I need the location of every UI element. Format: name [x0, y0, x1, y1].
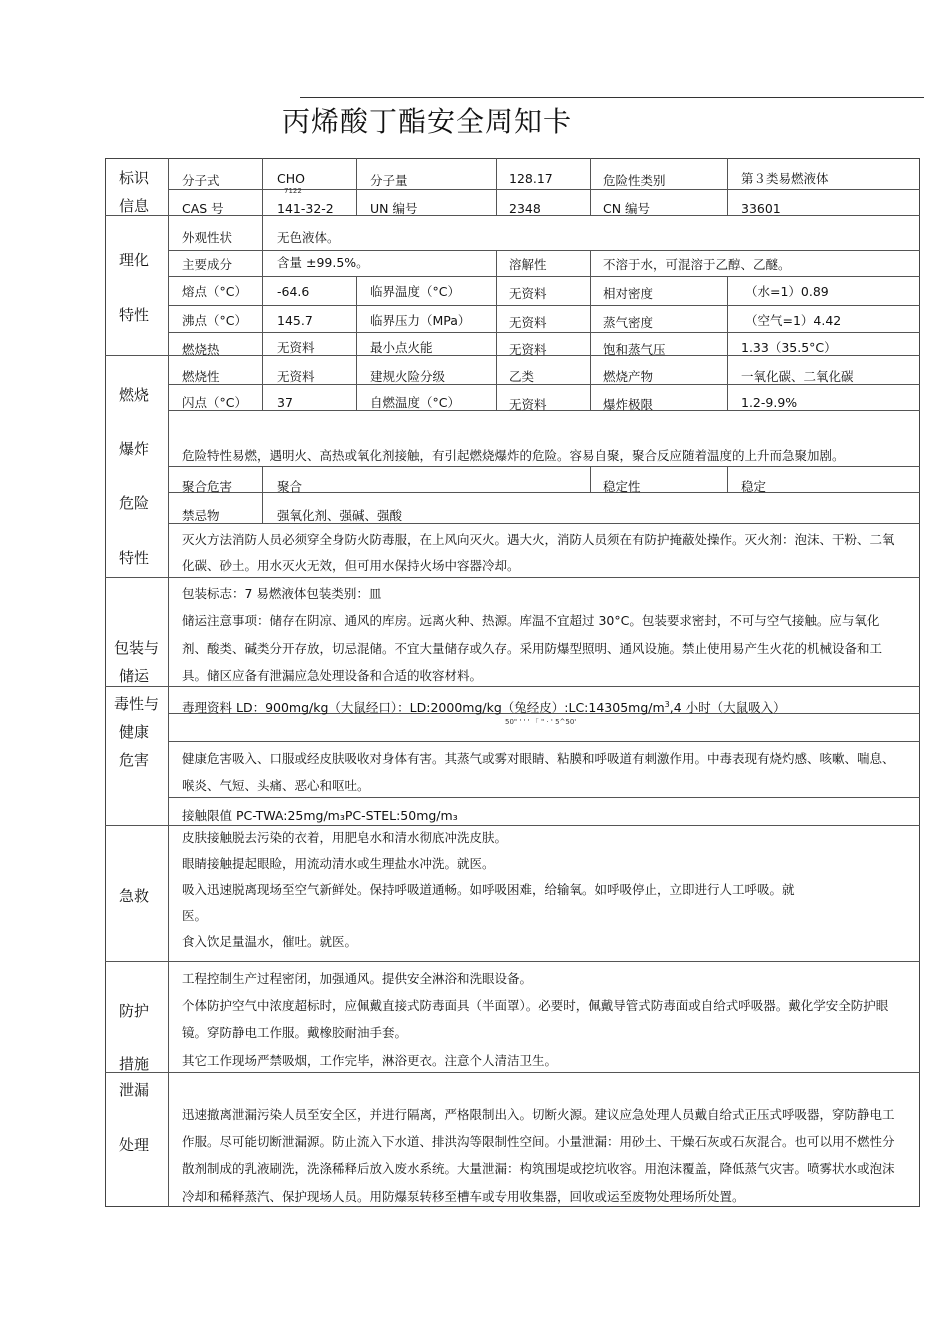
section-line: [105, 1072, 920, 1073]
melting-point-value: -64.6: [277, 284, 310, 299]
first-aid-skin: 皮肤接触脱去污染的衣着，用肥皂水和清水彻底冲洗皮肤。: [182, 830, 508, 845]
leak-handling-line: 作服。尽可能切断泄漏源。防止流入下水道、排洪沟等限制性空间。小量泄漏：用砂土、干燥石灰或石灰混合。也可以用不燃性分: [182, 1134, 895, 1149]
section-line: [105, 961, 920, 962]
col-line: [590, 355, 591, 410]
leak-handling-line: 冷却和稀释蒸汽、保护现场人员。用防爆泵转移至槽车或专用收集器，回收或运至废物处理场所处置。: [182, 1189, 745, 1204]
col-line: [590, 466, 591, 492]
boiling-point-value: 145.7: [277, 313, 313, 328]
explosion-limit-value: 1.2-9.9%: [741, 395, 798, 410]
first-aid-inhalation: 吸入迅速脱离现场至空气新鲜处。保持呼吸道通畅。如呼吸困难，给输氧。如呼吸停止，立即进行人工呼吸。就: [182, 882, 795, 897]
row-line: [168, 797, 920, 798]
packaging-mark: 包装标志：7 易燃液体包装类别：皿: [182, 586, 382, 601]
incompatible-value: 强氧化剂、强碱、强酸: [277, 508, 403, 523]
autoignition-label: 自燃温度（°C）: [370, 395, 460, 410]
toxicology-marks: 50" ' ' ' 「 " · ' 5^50': [505, 718, 577, 726]
row-line: [168, 189, 920, 190]
mw-value: 128.17: [509, 171, 553, 186]
formula-value: CHO: [277, 171, 305, 186]
toxicology-superscript: 3: [664, 700, 670, 709]
critical-pressure-label: 临界压力（MPa）: [370, 313, 471, 328]
category-label: 危害: [119, 751, 150, 769]
toxicology-main: 毒理资料 LD：900mg/kg（大鼠经口）：LD:2000mg/kg（兔经皮）:LC:14305mg/m: [182, 700, 665, 716]
cn-value: 33601: [741, 201, 781, 216]
category-label: 危险: [119, 494, 150, 512]
formula-label: 分子式: [182, 173, 220, 188]
solubility-label: 溶解性: [509, 257, 547, 272]
toxicology-data: [182, 697, 786, 716]
appearance-label: 外观性状: [182, 230, 233, 245]
first-aid-ingestion: 食入饮足量温水，催吐。就医。: [182, 934, 358, 949]
combustion-products-value: 一氧化碳、二氧化碳: [741, 369, 854, 384]
category-label: 泄漏: [119, 1081, 150, 1099]
formula-subscript: 7122: [284, 187, 302, 195]
category-label: 特性: [119, 549, 150, 567]
col-line: [496, 250, 497, 355]
solubility-value: 不溶于水，可混溶于乙醇、乙醚。: [603, 257, 791, 272]
row-line: [168, 741, 920, 742]
category-label: 措施: [119, 1055, 150, 1073]
col-line: [356, 276, 357, 355]
section-line: [105, 577, 920, 578]
other-protection: 其它工作现场严禁吸烟，工作完毕，淋浴更衣。注意个人清洁卫生。: [182, 1053, 558, 1068]
polymerization-value: 聚合: [277, 479, 303, 494]
category-label: 信息: [119, 197, 150, 215]
col-line: [727, 158, 728, 215]
vapor-pressure-value: 1.33（35.5°C）: [741, 340, 837, 355]
vapor-pressure-label: 饱和蒸气压: [603, 342, 666, 357]
relative-density-value: （水=1）0.89: [745, 284, 829, 299]
section-line: [105, 686, 920, 687]
stability-label: 稳定性: [603, 479, 641, 494]
leak-handling-line: 散剂制成的乳液刷洗，洗涤稀释后放入废水系统。大量泄漏：构筑围堤或挖坑收容。用泡沫覆盖，降低蒸气灾害。喷雾状水或泡沫: [182, 1161, 895, 1176]
flammability-label: 燃烧性: [182, 369, 220, 384]
first-aid-inhalation: 医。: [182, 908, 208, 923]
category-label: 包装与: [114, 639, 160, 657]
fire-class-value: 乙类: [509, 369, 535, 384]
heat-combustion-label: 燃烧热: [182, 342, 220, 357]
col-line: [496, 158, 497, 215]
page-title: 丙烯酸丁酯安全周知卡: [282, 105, 573, 138]
min-ignition-label: 最小点火能: [370, 340, 433, 355]
category-label: 防护: [119, 1002, 150, 1020]
category-label: 爆炸: [119, 440, 150, 458]
health-line: 喉炎、气短、头痛、恶心和呕吐。: [182, 778, 370, 793]
col-line: [262, 215, 263, 355]
row-line: [168, 305, 920, 306]
stability-value: 稳定: [741, 479, 767, 494]
col-line: [262, 158, 263, 215]
critical-temp-value: 无资料: [509, 286, 547, 301]
health-line: 健康危害吸入、口服或经皮肤吸收对身体有害。其蒸气或雾对眼睛、粘膜和呼吸道有刺激作用。中毒表现有烧灼感、咳嗽、喘息、: [182, 751, 895, 766]
category-label: 特性: [119, 306, 150, 324]
exposure-limits: 接触限值 PC-TWA:25mg/m₃PC-STEL:50mg/m₃: [182, 808, 458, 823]
col-line: [590, 250, 591, 355]
extinguish-line: 化碳、砂土。用水灭火无效，但可用水保持火场中容器冷却。: [182, 558, 520, 573]
storage-line: 储运注意事项：储存在阴凉、通风的库房。远离火种、热源。库温不宜超过 30°C。包装要求密封，不可与空气接触。应与氧化: [182, 613, 880, 628]
leak-handling-line: 迅速撤离泄漏污染人员至安全区，并进行隔离，严格限制出入。切断火源。建议应急处理人员戴自给式正压式呼吸器，穿防静电工: [182, 1107, 895, 1122]
section-line: [105, 825, 920, 826]
critical-pressure-value: 无资料: [509, 315, 547, 330]
col-line: [496, 355, 497, 410]
category-label: 储运: [119, 667, 150, 685]
un-label: UN 编号: [370, 201, 418, 216]
category-label: 理化: [119, 251, 150, 269]
row-line: [168, 466, 920, 467]
melting-point-label: 熔点（°C）: [182, 284, 247, 299]
extinguish-line: 灭火方法消防人员必须穿全身防火防毒服，在上风向灭火。遇大火，消防人员须在有防护掩蔽处操作。灭火剂：泡沫、干粉、二氧: [182, 532, 895, 547]
heat-combustion-value: 无资料: [277, 340, 315, 355]
vapor-density-label: 蒸气密度: [603, 315, 654, 330]
col-line: [727, 466, 728, 492]
col-line: [262, 466, 263, 523]
hazard-class-label: 危险性类别: [603, 173, 666, 188]
row-line: [168, 276, 920, 277]
col-line: [727, 276, 728, 355]
col-line: [727, 355, 728, 410]
engineering-control: 工程控制生产过程密闭，加强通风。提供安全淋浴和洗眼设备。: [182, 971, 533, 986]
incompatible-label: 禁忌物: [182, 508, 220, 523]
flammability-value: 无资料: [277, 369, 315, 384]
vapor-density-value: （空气=1）4.42: [745, 313, 842, 328]
min-ignition-value: 无资料: [509, 342, 547, 357]
autoignition-value: 无资料: [509, 397, 547, 412]
col-line: [356, 355, 357, 410]
col-line: [356, 158, 357, 215]
header-rule: [300, 97, 924, 98]
flash-point-label: 闪点（°C）: [182, 395, 247, 410]
un-value: 2348: [509, 201, 541, 216]
cn-label: CN 编号: [603, 201, 651, 216]
component-value: 含量 ±99.5%。: [277, 255, 369, 270]
explosion-limit-label: 爆炸极限: [603, 397, 654, 412]
storage-line: 具。储区应备有泄漏应急处理设备和合适的收容材料。: [182, 668, 483, 683]
polymerization-label: 聚合危害: [182, 479, 233, 494]
flash-point-value: 37: [277, 395, 293, 410]
row-line: [168, 250, 920, 251]
first-aid-eye: 眼睛接触提起眼睑，用流动清水或生理盐水冲洗。就医。: [182, 856, 495, 871]
category-label: 处理: [119, 1136, 150, 1154]
hazard-class-value: 第３类易燃液体: [741, 171, 829, 186]
boiling-point-label: 沸点（°C）: [182, 313, 247, 328]
mw-label: 分子量: [370, 173, 408, 188]
category-label: 标识: [119, 169, 150, 187]
category-label: 急救: [119, 887, 150, 905]
personal-protection: 个体防护空气中浓度超标时，应佩戴直接式防毒面具（半面罩）。必要时，佩戴导管式防毒面或自给式呼吸器。戴化学安全防护眼: [182, 998, 889, 1013]
col-line: [262, 355, 263, 410]
fire-class-label: 建规火险分级: [370, 369, 446, 384]
toxicology-end: ,4 小时（大鼠吸入）: [669, 700, 786, 716]
category-divider: [168, 158, 169, 1207]
component-label: 主要成分: [182, 257, 233, 272]
col-line: [590, 158, 591, 215]
storage-line: 剂、酸类、碱类分开存放，切忌混储。不宜大量储存或久存。采用防爆型照明、通风设施。禁止使用易产生火花的机械设备和工: [182, 641, 883, 656]
cas-label: CAS 号: [182, 201, 224, 216]
relative-density-label: 相对密度: [603, 286, 654, 301]
combustion-products-label: 燃烧产物: [603, 369, 654, 384]
row-line: [168, 332, 920, 333]
appearance-value: 无色液体。: [277, 230, 340, 245]
category-label: 燃烧: [119, 386, 150, 404]
hazard-description: 危险特性易燃，遇明火、高热或氧化剂接触，有引起燃烧爆炸的危险。容易自聚，聚合反应随着温度的上升而急聚加剧。: [182, 448, 845, 463]
category-label: 毒性与: [114, 695, 160, 713]
category-label: 健康: [119, 723, 150, 741]
cas-value: 141-32-2: [277, 201, 334, 216]
personal-protection: 镜。穿防静电工作服。戴橡胶耐油手套。: [182, 1025, 408, 1040]
critical-temp-label: 临界温度（°C）: [370, 284, 460, 299]
